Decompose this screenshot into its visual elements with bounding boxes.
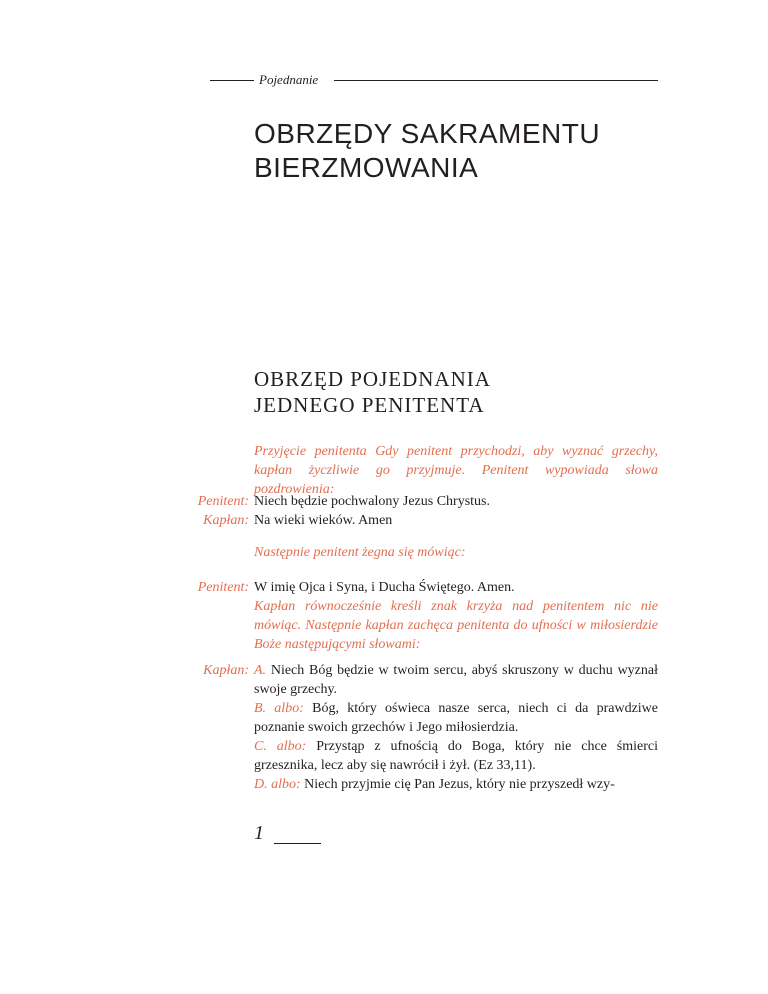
- option-label: B. albo:: [254, 701, 304, 716]
- header-rule-left: [210, 80, 254, 81]
- option-text: Niech Bóg będzie w twoim sercu, abyś skruszony w duchu wyznał swoje grzechy.: [254, 663, 658, 697]
- dialogue-text: Niech będzie pochwalony Jezus Chrystus.: [254, 494, 490, 509]
- page-number-rule: [274, 843, 321, 844]
- document-title: [254, 117, 674, 185]
- intro-rubric: Przyjęcie penitenta Gdy penitent przychodzi, aby wyznać grzechy, kapłan życzliwie go przyjmuje. Penitent wypowiada słowa pozdrowienia:: [254, 444, 658, 497]
- page-number: 1: [254, 822, 264, 844]
- option-text: Niech przyjmie cię Pan Jezus, który nie przyszedł wzy-: [304, 777, 615, 792]
- option-text: Bóg, który oświeca nasze serca, niech ci da prawdziwe poznanie swoich grzechów i Jego miłosierdzia.: [254, 701, 659, 735]
- invitation-option-a: [254, 661, 658, 699]
- invitation-option-c: [254, 737, 658, 775]
- option-label: C. albo:: [254, 739, 307, 754]
- invitation-option-d: [254, 775, 658, 794]
- dialogue-text: Na wieki wieków. Amen: [254, 513, 393, 528]
- header-rule-right: [334, 80, 658, 81]
- dialogue-text: [254, 578, 658, 654]
- speaker-label: Penitent:: [197, 494, 249, 509]
- sign-of-cross-text: W imię Ojca i Syna, i Ducha Świętego. Amen.: [254, 580, 515, 595]
- option-text: Przystąp z ufnością do Boga, który nie chce śmierci grzesznika, lecz aby się nawrócił i żył. (Ez 33,11).: [254, 739, 658, 773]
- section-title-line-2: JEDNEGO PENITENTA: [254, 393, 485, 417]
- section-title: [254, 366, 674, 418]
- invitation-options: [254, 661, 658, 794]
- running-title: Pojednanie: [259, 72, 319, 87]
- invitation-option-b: [254, 699, 658, 737]
- document-title-line-1: OBRZĘDY SAKRAMENTU: [254, 118, 601, 149]
- option-label: A.: [254, 663, 267, 678]
- priest-rubric: Kapłan równocześnie kreśli znak krzyża nad penitentem nic nie mówiąc. Następnie kapłan zachęca penitenta do ufności w miłosierdzie Boże następującymi słowami:: [254, 599, 658, 652]
- option-label: D. albo:: [254, 777, 301, 792]
- document-title-line-2: BIERZMOWANIA: [254, 152, 479, 183]
- section-title-line-1: OBRZĘD POJEDNANIA: [254, 367, 491, 391]
- speaker-label: Kapłan:: [203, 513, 249, 528]
- speaker-label: Penitent:: [197, 580, 249, 595]
- speaker-label: Kapłan:: [203, 663, 249, 678]
- running-header: [210, 69, 658, 93]
- sign-rubric: Następnie penitent żegna się mówiąc:: [254, 545, 466, 560]
